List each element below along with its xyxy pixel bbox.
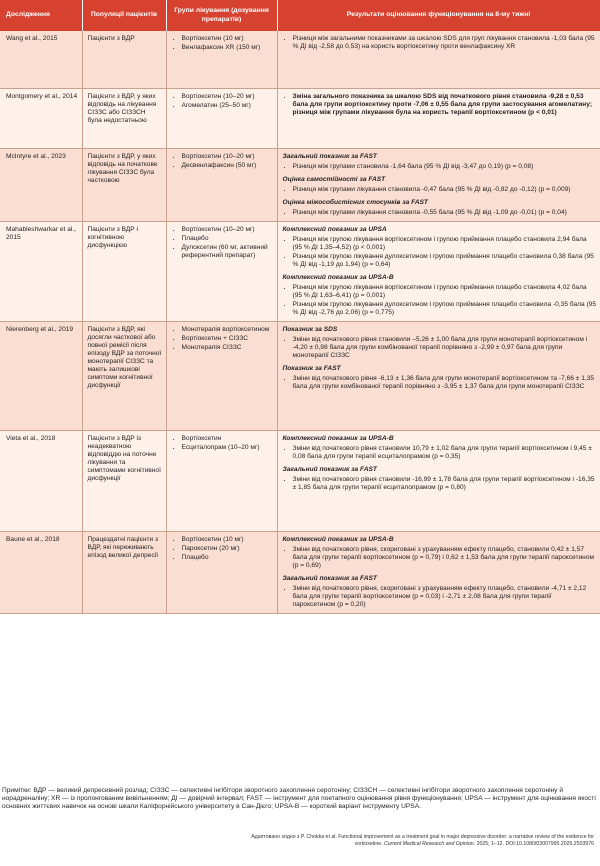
group-item: • Десвенлафаксин (50 мг) [182, 162, 273, 170]
result-subheading: Показник за SDS [282, 326, 338, 333]
result-subheading: Показник за FAST [282, 365, 341, 373]
study-cell: Vieta et al., 2018 [0, 431, 82, 532]
results-cell [277, 221, 600, 321]
group-item: • Вортіоксетин + СІЗЗС [182, 335, 273, 343]
header-study: Дослідження [0, 0, 82, 31]
results-cell [277, 322, 600, 431]
result-item: • Зміни від початкового рівня, скориговані з урахуванням ефекту плацебо, становили -4,71 ± 2,12 бала для групи терапії вортіоксетином (p = 0,03) і -2,71 ± 2,08 бала для групи терапії пароксетином (p = 0,20) [293, 585, 597, 609]
group-item: • Агомелатин (25–50 мг) [182, 102, 273, 110]
groups-cell [166, 88, 277, 148]
result-item: • Зміни від початкового рівня становили –5,26 ± 1,00 бала для групи монотерапії вортіоксетином і -4,20 ± 0,98 бала для групи комбінованої терапії порівняно з -2,99 ± 0,97 бала для групи монотерапії СІЗЗС [293, 336, 597, 360]
table-row [0, 532, 600, 614]
results-cell [277, 431, 600, 532]
result-list [283, 445, 597, 461]
group-item: • Монотерапія вортіоксетином [182, 326, 273, 334]
group-item: • Венлафаксин XR (150 мг) [182, 44, 273, 52]
groups-list [172, 35, 273, 52]
group-item: • Плацебо [182, 554, 273, 562]
result-item: • Зміни від початкового рівня становили -16,99 ± 1,78 бала для групи терапії вортіоксетином і -16,35 ± 1,85 бала для групи терапії есциталопрамом (p = 0,80) [293, 476, 597, 492]
result-subheading: Загальний показник за FAST [282, 466, 377, 474]
result-list [283, 209, 597, 217]
table-row [0, 88, 600, 148]
study-cell: Nierenberg et al., 2019 [0, 322, 82, 431]
result-list [283, 546, 597, 570]
result-subheading: Комплексний показник за UPSA-B [282, 435, 394, 442]
result-item: • Зміни від початкового рівня -6,13 ± 1,36 бала для групи монотерапії вортіоксетином та -7,66 ± 1,35 бала для групи комбінованої терапії порівняно з -3,95 ± 1,37 бала для групи монотерапії СІЗЗС [293, 375, 597, 391]
source-citation [234, 834, 594, 847]
group-item: • Пароксетин (20 мг) [182, 545, 273, 553]
table-header-row [0, 0, 600, 31]
population-cell: Пацієнти з ВДР, у яких відповідь на лікування СІЗЗС або СІЗЗСН була недостатньою [82, 88, 166, 148]
result-subheading: Загальний показник за FAST [282, 575, 377, 583]
group-item: • Вортіоксетин (10–20 мг) [182, 153, 273, 161]
groups-list [172, 93, 273, 110]
result-subheading: Комплексний показник за UPSA-B [282, 273, 394, 281]
groups-list [172, 536, 273, 562]
table-row [0, 431, 600, 532]
result-list [283, 186, 597, 194]
population-cell: Пацієнти з ВДР, у яких відповідь на початкове лікування СІЗЗС була частковою [82, 148, 166, 221]
result-subheading: Оцінка міжособистісних стосунків за FAST [282, 198, 428, 206]
result-subheading: Оцінка самостійності за FAST [282, 175, 386, 183]
result-item: • Зміни від початкового рівня, скориговані з урахуванням ефекту плацебо, становили 0,42 ± 1,57 бала для групи терапії вортіоксетином (p = 0,79) і 0,62 ± 1,53 бала для групи терапії пароксетином (p = 0,69) [293, 546, 597, 570]
result-list [283, 236, 597, 269]
result-list [283, 585, 597, 609]
result-subheading: Комплексний показник за UPSA [282, 225, 387, 233]
result-list [283, 93, 597, 117]
result-item: • Різниця між групою лікування дулоксетином і групою приймання плацебо становила 0,38 бала (95 % ДІ від -1,19 до 1,94) (p = 0,64) [293, 253, 597, 269]
header-results: Результати оцінювання функціонування на 8-му тижні [277, 0, 600, 31]
result-subheading: Комплексний показник за UPSA-B [282, 536, 394, 543]
results-cell [277, 88, 600, 148]
group-item: • Вортіоксетин (10–20 мг) [182, 226, 273, 234]
source-prefix: Адаптовано згідно з P. Chokka et al. Functional improvement as a treatment goal in major depressive disorder: a narrative review of the evidence for vortioxetine. [251, 834, 594, 847]
result-item: • Зміна загального показника за шкалою SDS від початкового рівня становила -9,28 ± 0,53 бала для групи вортіоксетину проти -7,06 ± 0,55 бала для групи застосування агомелатину; різниця між групами лікування була на користь терапії вортіоксетином (p < 0,01) [293, 93, 597, 117]
groups-cell [166, 532, 277, 614]
group-item: • Плацебо [182, 235, 273, 243]
table-row [0, 221, 600, 321]
groups-list [172, 326, 273, 352]
population-cell: Пацієнти з ВДР і когнітивною дисфункцією [82, 221, 166, 321]
result-list [283, 476, 597, 492]
result-item: • Різниця між групою лікування вортіоксетином і групою приймання плацебо становила 4,02 бала (95 % ДІ 1,63–6,41) (p = 0,001) [293, 284, 597, 300]
population-cell: Пацієнти з ВДР [82, 31, 166, 88]
result-list [283, 163, 597, 171]
group-item: • Вортіоксетин [182, 435, 273, 443]
table-row [0, 31, 600, 88]
group-item: • Есциталопрам (10–20 мг) [182, 444, 273, 452]
table-row [0, 148, 600, 221]
table-notes: Примітки: ВДР — великий депресивний розлад; СІЗЗС — селективні інгібітори зворотного захоплення серотоніну; СІЗЗСН — селективні інгібітори зворотного захоплення серотоніну й норадреналіну; XR — із пролонгованим вивільненням; ДІ — довірчий інтервал; FAST — інструмент для поетапного оцінювання рівня функціонування; UPSA — інструмент для оцінювання якості основних життєвих навичок на основі шкали Каліфорнійського університету в Сан-Дієго; UPSA-B — короткий варіант інструменту UPSA. [2, 787, 596, 811]
result-subheading: Загальний показник за FAST [282, 152, 377, 160]
population-cell: Працездатні пацієнти з ВДР, які переживають епізод великої депресії [82, 532, 166, 614]
header-groups: Групи лікування (дозування препаратів) [166, 0, 277, 31]
result-item: • Різниця між загальними показниками за шкалою SDS для груп лікування становила -1,03 бала (95 % ДІ від -2,58 до 0,53) на користь вортіоксетину проти венлафаксину XR [293, 35, 597, 51]
table-body [0, 31, 600, 614]
study-cell: Wang et al., 2015 [0, 31, 82, 88]
result-list [283, 336, 597, 360]
group-item: • Вортіоксетин (10 мг) [182, 536, 273, 544]
group-item: • Вортіоксетин (10 мг) [182, 35, 273, 43]
groups-cell [166, 148, 277, 221]
population-cell: Пацієнти з ВДР із неадекватною відповіддю на поточне лікування та симптомами когнітивної дисфункції [82, 431, 166, 532]
results-cell [277, 31, 600, 88]
groups-list [172, 226, 273, 260]
table-row [0, 322, 600, 431]
results-cell [277, 532, 600, 614]
source-journal: Current Medical Research and Opinion. [384, 840, 476, 847]
groups-cell [166, 221, 277, 321]
header-population: Популяції пацієнтів [82, 0, 166, 31]
groups-cell [166, 31, 277, 88]
study-cell: Mahableshwarkar et al., 2015 [0, 221, 82, 321]
results-cell [277, 148, 600, 221]
study-cell: McIntyre et al., 2023 [0, 148, 82, 221]
study-cell: Montgomery et al., 2014 [0, 88, 82, 148]
group-item: • Дулоксетин (60 мг, активний референтний препарат) [182, 244, 273, 260]
result-list [283, 284, 597, 317]
result-item: • Різниця між групами лікування становила -0,55 бала (95 % ДІ від -1,09 до -0,01) (p = 0,04) [293, 209, 597, 217]
groups-cell [166, 431, 277, 532]
result-item: • Різниця між групою лікування вортіоксетином і групою приймання плацебо становила 2,94 бала (95 % ДІ 1,35–4,52) (p < 0,001) [293, 236, 597, 252]
result-list [283, 35, 597, 51]
group-item: • Монотерапія СІЗЗС [182, 344, 273, 352]
result-list [283, 375, 597, 391]
population-cell: Пацієнти з ВДР, які досягли часткової або повної ремісії після епізоду ВДР за поточної монотерапії СІЗЗС та мають залишкові симптоми когнітивної дисфункції [82, 322, 166, 431]
source-suffix: 2025; 1–12. DOI:10.1080/03007995.2025.2503976 [476, 840, 594, 847]
result-item: • Різниця між групою лікування дулоксетином і групою приймання плацебо становила -0,35 бала (95 % ДІ від -2,76 до 2,06) (p = 0,775) [293, 301, 597, 317]
groups-cell [166, 322, 277, 431]
result-item: • Різниця між групами становила -1,64 бала (95 % ДІ від -3,47 до 0,19) (p = 0,08) [293, 163, 597, 171]
group-item: • Вортіоксетин (10–20 мг) [182, 93, 273, 101]
groups-list [172, 435, 273, 452]
result-item: • Зміни від початкового рівня становили 10,79 ± 1,02 бала для групи терапії вортіоксетином і 9,45 ± 0,08 бала для групи терапії есциталопрамом (p = 0,35) [293, 445, 597, 461]
study-cell: Baune et al., 2018 [0, 532, 82, 614]
groups-list [172, 153, 273, 170]
result-item: • Різниця між групами лікування становила -0,47 бала (95 % ДІ від -0,82 до -0,12) (p = 0,009) [293, 186, 597, 194]
